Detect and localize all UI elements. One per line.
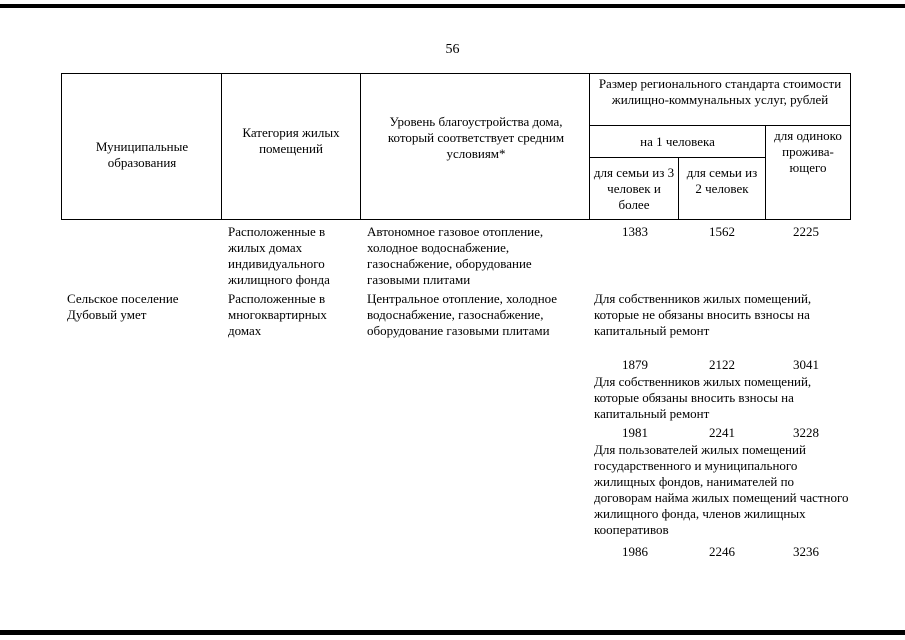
group2-label: Для собственников жилых помещений, которые обязаны вносить взносы на капитальный ремонт (594, 374, 812, 421)
group1-value-single: 3041 (793, 357, 819, 372)
top-border-rule (0, 4, 905, 8)
group3-value-single: 3236 (793, 544, 819, 559)
group2-value-family3: 1981 (622, 425, 648, 440)
row1-amenities: Автономное газовое отопление, холодное водоснабжение, газоснабжение, оборудование газовыми плитами (367, 224, 544, 287)
row1-value-family3: 1383 (622, 224, 648, 239)
group2-value-single: 3228 (793, 425, 819, 440)
header-single-resident: для одиноко прожива-ющего (774, 128, 842, 175)
row1-value-family2: 1562 (709, 224, 735, 239)
header-per-person: на 1 человека (640, 134, 715, 149)
row2-amenities: Центральное отопление, холодное водоснабжение, газоснабжение, оборудование газовыми плитами (367, 291, 558, 338)
group2-value-family2: 2241 (709, 425, 735, 440)
group1-value-family3: 1879 (622, 357, 648, 372)
row1-category: Расположенные в жилых домах индивидуального жилищного фонда (228, 224, 330, 287)
row1-value-single: 2225 (793, 224, 819, 239)
header-family-3: для семьи из 3 человек и более (593, 165, 675, 212)
bottom-border-rule (0, 630, 905, 635)
group3-value-family3: 1986 (622, 544, 648, 559)
header-family-2: для семьи из 2 человек (686, 165, 758, 196)
header-municipality: Муниципальные образования (95, 139, 189, 170)
header-category: Категория жилых помещений (242, 125, 340, 156)
group1-value-family2: 2122 (709, 357, 735, 372)
group3-value-family2: 2246 (709, 544, 735, 559)
municipality-name: Сельское поселение Дубовый умет (67, 291, 179, 322)
group3-label: Для пользователей жилых помещений государственного и муниципального жилищных фондов, нанимателей по договорам найма жилых помещений частного жилищного фонда, членов жилищных кооперативов (594, 442, 849, 537)
header-standard-size: Размер регионального стандарта стоимости жилищно-коммунальных услуг, рублей (598, 76, 842, 107)
group1-label: Для собственников жилых помещений, которые не обязаны вносить взносы на капитальный ремонт (594, 291, 812, 338)
row2-category: Расположенные в многоквартирных домах (228, 291, 327, 338)
header-amenities: Уровень благоустройства дома, который соответствует средним условиям* (387, 114, 565, 161)
page-number: 56 (445, 42, 460, 57)
